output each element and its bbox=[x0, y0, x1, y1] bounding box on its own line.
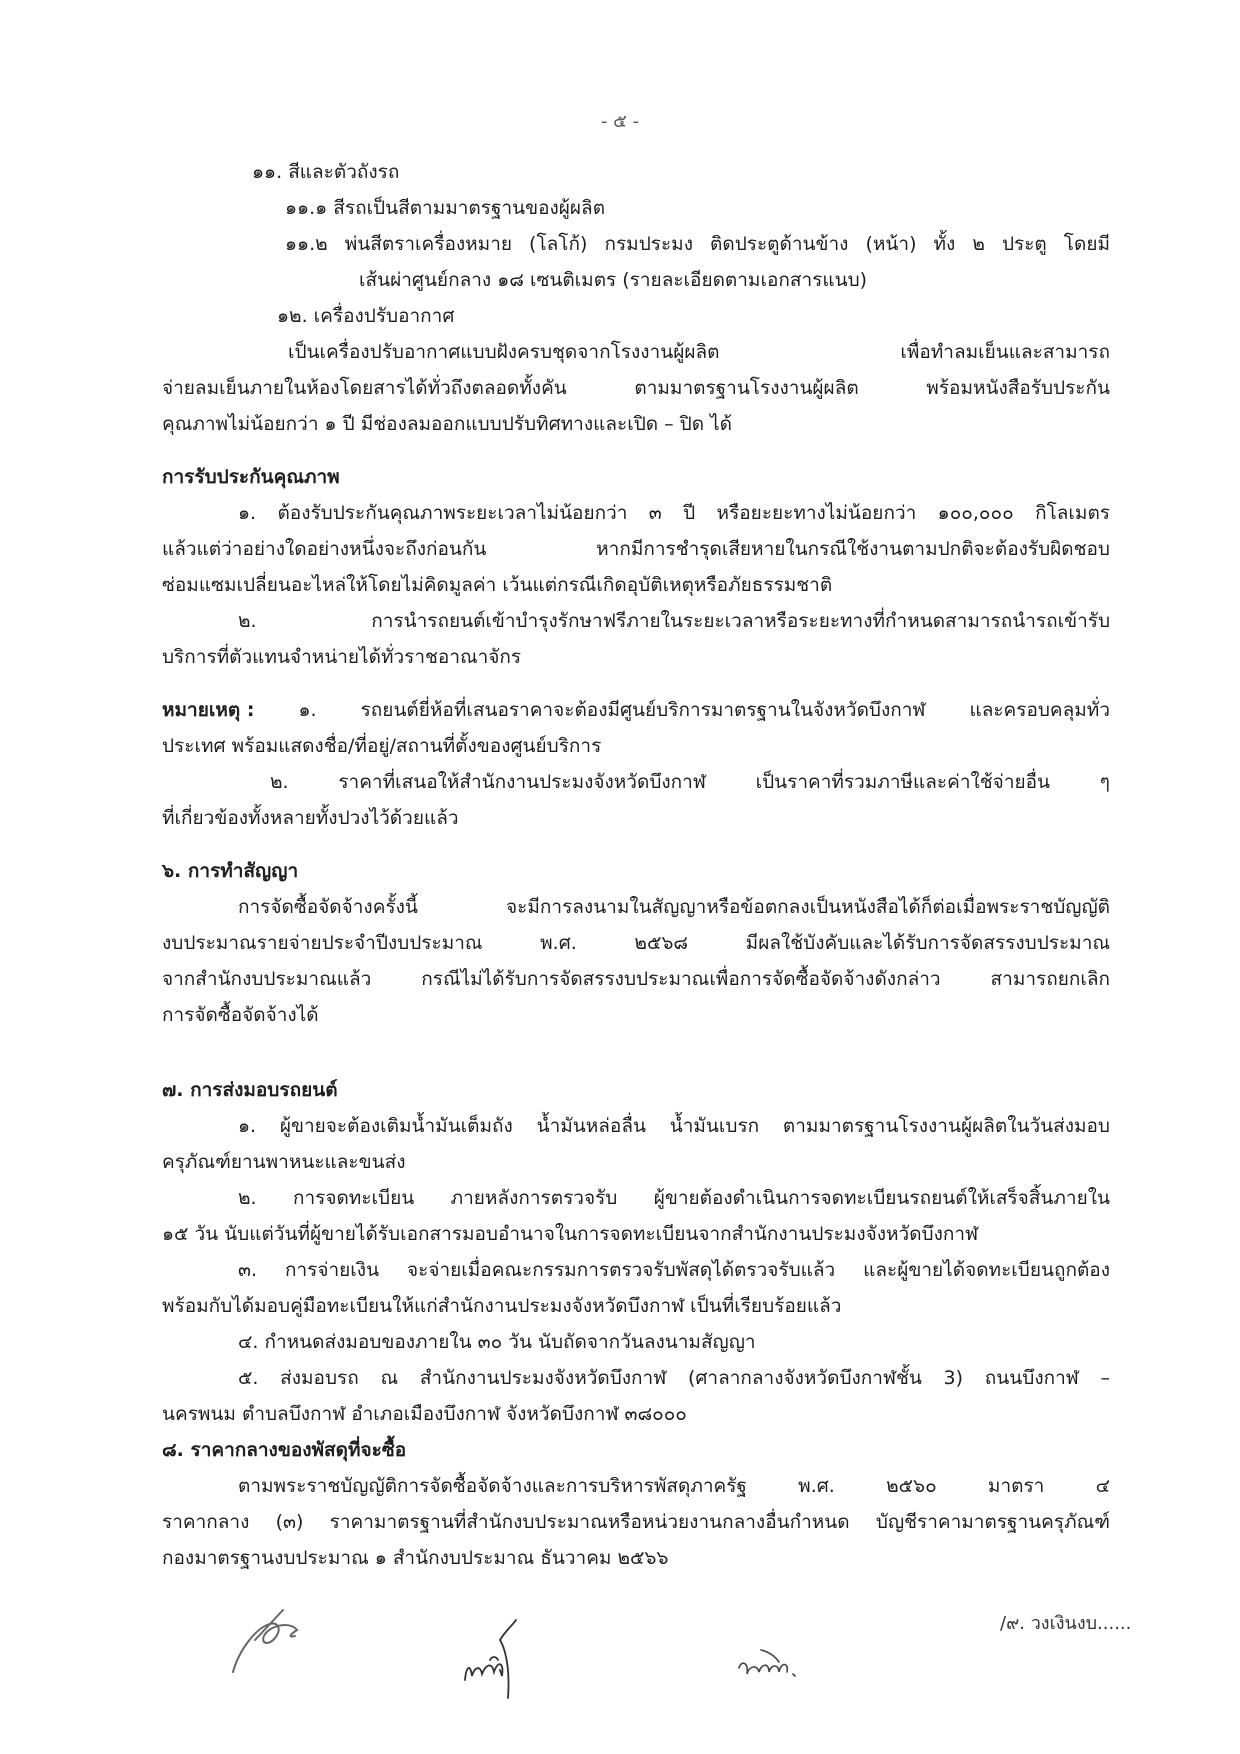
section-11-item-1: ๑๑.๑ สีรถเป็นสีตามมาตรฐานของผู้ผลิต bbox=[285, 197, 606, 219]
section-11-item-2-cont: เส้นผ่าศูนย์กลาง ๑๘ เซนติเมตร (รายละเอียดตามเอกสารแนบ) bbox=[359, 269, 868, 291]
note-label: หมายเหตุ : bbox=[162, 699, 255, 721]
warranty-item-1-line-1: ๑. ต้องรับประกันคุณภาพระยะเวลาไม่น้อยกว่า ๓ ปี หรือยะยะทางไม่น้อยกว่า ๑๐๐,๐๐๐ กิโลเมตร bbox=[238, 502, 1110, 524]
signature-1 bbox=[225, 1600, 325, 1684]
section-7-item-3-line-2: พร้อมกับได้มอบคู่มือทะเบียนให้แก่สำนักงานประมงจังหวัดบึงกาฬ เป็นที่เรียบร้อยแล้ว bbox=[162, 1295, 842, 1317]
warranty-item-1-line-2: แล้วแต่ว่าอย่างใดอย่างหนึ่งจะถึงก่อนกัน หากมีการชำรุดเสียหายในกรณีใช้งานตามปกติจะต้องรับผิดชอบ bbox=[162, 538, 1110, 560]
note-item-1-line-2: ประเทศ พร้อมแสดงชื่อ/ที่อยู่/สถานที่ตั้งของศูนย์บริการ bbox=[162, 735, 602, 757]
section-7-item-5-line-2: นครพนม ตำบลบึงกาฬ อำเภอเมืองบึงกาฬ จังหวัดบึงกาฬ ๓๘๐๐๐ bbox=[162, 1403, 687, 1425]
section-7-item-2-line-1: ๒. การจดทะเบียน ภายหลังการตรวจรับ ผู้ขายต้องดำเนินการจดทะเบียนรถยนต์ให้เสร็จสิ้นภายใน bbox=[238, 1187, 1110, 1209]
section-11-item-2: ๑๑.๒ พ่นสีตราเครื่องหมาย (โลโก้) กรมประมง ติดประตูด้านข้าง (หน้า) ทั้ง ๒ ประตู โดยมี bbox=[285, 233, 1110, 255]
section-6-line-2: งบประมาณรายจ่ายประจำปีงบประมาณ พ.ศ. ๒๕๖๘ มีผลใช้บังคับและได้รับการจัดสรรงบประมาณ bbox=[162, 932, 1110, 954]
signature-3 bbox=[735, 1640, 815, 1694]
section-7-item-1-line-2: ครุภัณฑ์ยานพาหนะและขนส่ง bbox=[162, 1151, 406, 1173]
section-6-heading: ๖. การทำสัญญา bbox=[162, 860, 299, 882]
section-6-line-3: จากสำนักงบประมาณแล้ว กรณีไม่ได้รับการจัดสรรงบประมาณเพื่อการจัดซื้อจัดจ้างดังกล่าว สามารถยกเลิก bbox=[162, 968, 1110, 990]
section-8-line-2: ราคากลาง (๓) ราคามาตรฐานที่สำนักงบประมาณหรือหน่วยงานกลางอื่นกำหนด บัญชีราคามาตรฐานครุภัณฑ์ bbox=[162, 1511, 1110, 1533]
section-8-heading: ๘. ราคากลางของพัสดุที่จะซื้อ bbox=[162, 1439, 407, 1461]
section-8-line-3: กองมาตรฐานงบประมาณ ๑ สำนักงบประมาณ ธันวาคม ๒๕๖๖ bbox=[162, 1547, 669, 1569]
section-11-heading: ๑๑. สีและตัวถังรถ bbox=[252, 161, 400, 183]
note-item-1-line-1 bbox=[162, 696, 1110, 724]
section-12-para-line-1: เป็นเครื่องปรับอากาศแบบฝังครบชุดจากโรงงานผู้ผลิต เพื่อทำลมเย็นและสามารถ bbox=[288, 341, 1110, 363]
section-6-line-1: การจัดซื้อจัดจ้างครั้งนี้ จะมีการลงนามในสัญญาหรือข้อตกลงเป็นหนังสือได้ก็ต่อเมื่อพระราชบัญญัติ bbox=[238, 896, 1110, 918]
note-item-2-line-2: ที่เกี่ยวข้องทั้งหลายทั้งปวงไว้ด้วยแล้ว bbox=[162, 807, 459, 829]
section-7-item-2-line-2: ๑๕ วัน นับแต่วันที่ผู้ขายได้รับเอกสารมอบอำนาจในการจดทะเบียนจากสำนักงานประมงจังหวัดบึงกาฬ bbox=[162, 1223, 979, 1245]
section-7-item-4: ๔. กำหนดส่งมอบของภายใน ๓๐ วัน นับถัดจากวันลงนามสัญญา bbox=[238, 1331, 756, 1353]
section-8-line-1: ตามพระราชบัญญัติการจัดซื้อจัดจ้างและการบริหารพัสดุภาครัฐ พ.ศ. ๒๕๖๐ มาตรา ๔ bbox=[238, 1475, 1110, 1497]
section-7-item-1-line-1: ๑. ผู้ขายจะต้องเติมน้ำมันเต็มถัง น้ำมันหล่อลื่น น้ำมันเบรก ตามมาตรฐานโรงงานผู้ผลิตในวันส่งมอบ bbox=[238, 1115, 1110, 1137]
warranty-heading: การรับประกันคุณภาพ bbox=[162, 466, 340, 488]
section-7-item-5-line-1: ๕. ส่งมอบรถ ณ สำนักงานประมงจังหวัดบึงกาฬ (ศาลากลางจังหวัดบึงกาฬชั้น 3) ถนนบึงกาฬ – bbox=[238, 1367, 1110, 1389]
warranty-item-2-line-1: ๒. การนำรถยนต์เข้าบำรุงรักษาฟรีภายในระยะเวลาหรือระยะทางที่กำหนดสามารถนำรถเข้ารับ bbox=[238, 610, 1110, 632]
warranty-item-1-line-3: ซ่อมแซมเปลี่ยนอะไหล่ให้โดยไม่คิดมูลค่า เว้นแต่กรณีเกิดอุบัติเหตุหรือภัยธรรมชาติ bbox=[162, 574, 833, 596]
note-item-2-line-1: ๒. ราคาที่เสนอให้สำนักงานประมงจังหวัดบึงกาฬ เป็นราคาที่รวมภาษีและค่าใช้จ่ายอื่น ๆ bbox=[270, 771, 1110, 793]
section-6-line-4: การจัดซื้อจัดจ้างได้ bbox=[162, 1004, 319, 1026]
section-12-para-line-3: คุณภาพไม่น้อยกว่า ๑ ปี มีช่องลมออกแบบปรับทิศทางและเปิด – ปิด ได้ bbox=[162, 413, 732, 435]
section-12-para-line-2: จ่ายลมเย็นภายในห้องโดยสารได้ทั่วถึงตลอดทั้งคัน ตามมาตรฐานโรงงานผู้ผลิต พร้อมหนังสือรับประกัน bbox=[162, 377, 1110, 399]
continuation-marker: /๙. วงเงินงบ...... bbox=[1000, 1613, 1132, 1634]
note-item-1-text: ๑. รถยนต์ยี่ห้อที่เสนอราคาจะต้องมีศูนย์บริการมาตรฐานในจังหวัดบึงกาฬ และครอบคลุมทั่ว bbox=[254, 699, 1110, 721]
section-12-heading: ๑๒. เครื่องปรับอากาศ bbox=[277, 305, 455, 327]
warranty-item-2-line-2: บริการที่ตัวแทนจำหน่ายได้ทั่วราชอาณาจักร bbox=[162, 646, 522, 668]
page-number: - ๕ - bbox=[600, 111, 640, 132]
section-7-item-3-line-1: ๓. การจ่ายเงิน จะจ่ายเมื่อคณะกรรมการตรวจรับพัสดุได้ตรวจรับแล้ว และผู้ขายได้จดทะเบียนถูกต้อง bbox=[238, 1259, 1110, 1281]
signature-2 bbox=[460, 1610, 540, 1704]
section-7-heading: ๗. การส่งมอบรถยนต์ bbox=[162, 1079, 338, 1101]
